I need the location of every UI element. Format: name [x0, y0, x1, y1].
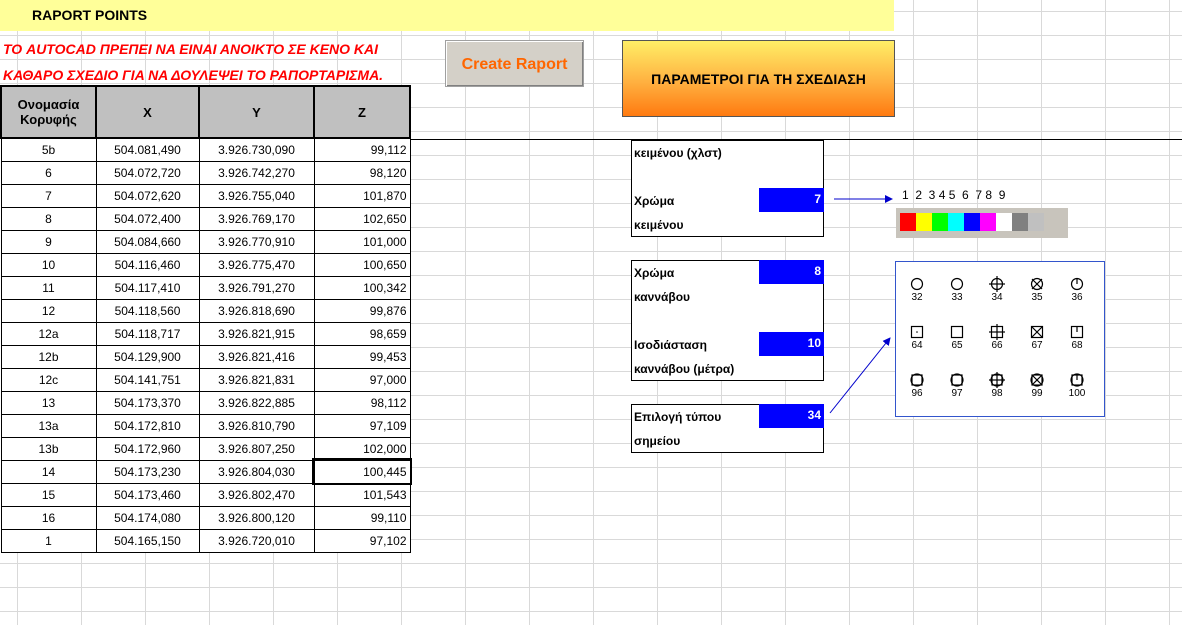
table-row [1, 207, 410, 230]
square-tick-icon [1062, 324, 1092, 340]
cell-x[interactable]: 504.118,560 [96, 299, 199, 322]
point-symbol-67 [1022, 324, 1052, 351]
cell-x[interactable]: 504.174,080 [96, 506, 199, 529]
cell-x[interactable]: 504.081,490 [96, 138, 199, 161]
cell-x[interactable]: 504.173,460 [96, 483, 199, 506]
cell-y[interactable]: 3.926.822,885 [199, 391, 314, 414]
cell-y[interactable]: 3.926.810,790 [199, 414, 314, 437]
cell-y[interactable]: 3.926.800,120 [199, 506, 314, 529]
table-row [1, 345, 410, 368]
cell-vertex-name[interactable]: 12c [1, 368, 96, 391]
grid-spacing-label: Ισοδιάσταση [634, 338, 708, 352]
cell-z[interactable]: 97,109 [314, 414, 410, 437]
table-row [1, 253, 410, 276]
swatch-8 [1012, 213, 1028, 231]
table-row [1, 138, 410, 161]
cell-x[interactable]: 504.141,751 [96, 368, 199, 391]
point-symbol-32 [902, 276, 932, 303]
cell-z[interactable]: 97,000 [314, 368, 410, 391]
cell-y[interactable]: 3.926.720,010 [199, 529, 314, 552]
cell-y[interactable]: 3.926.742,270 [199, 161, 314, 184]
warning-line-2: ΚΑΘΑΡΟ ΣΧΕΔΙΟ ΓΙΑ ΝΑ ΔΟΥΛΕΨΕΙ ΤΟ ΡΑΠΟΡΤΑΡΙΣΜΑ. [3, 67, 384, 83]
cell-z[interactable]: 102,000 [314, 437, 410, 460]
cell-x[interactable]: 504.129,900 [96, 345, 199, 368]
cell-y[interactable]: 3.926.770,910 [199, 230, 314, 253]
swatch-5 [964, 213, 980, 231]
point-symbol-code: 66 [991, 340, 1003, 351]
table-row [1, 368, 410, 391]
table-row [1, 529, 410, 552]
cell-x[interactable]: 504.173,370 [96, 391, 199, 414]
create-raport-button[interactable]: Create Raport [445, 40, 584, 87]
table-row [1, 276, 410, 299]
cell-y[interactable]: 3.926.807,250 [199, 437, 314, 460]
point-symbol-code: 100 [1068, 388, 1086, 399]
cell-x[interactable]: 504.116,460 [96, 253, 199, 276]
cell-y[interactable]: 3.926.755,040 [199, 184, 314, 207]
circle-square-cross-icon [982, 372, 1012, 388]
square-cross-icon [982, 324, 1012, 340]
table-row [1, 414, 410, 437]
header-y[interactable]: Y [199, 86, 314, 138]
point-symbol-35 [1022, 276, 1052, 303]
cell-z[interactable]: 99,110 [314, 506, 410, 529]
point-symbol-64 [902, 324, 932, 351]
cell-vertex-name[interactable]: 11 [1, 276, 96, 299]
circle-tick-icon [1062, 276, 1092, 292]
circle-icon [902, 276, 932, 292]
sheet-title: RAPORT POINTS [0, 0, 894, 31]
header-vertex-name-line1: Ονομασία [17, 97, 80, 112]
cell-vertex-name[interactable]: 6 [1, 161, 96, 184]
header-x[interactable]: X [96, 86, 199, 138]
cell-z[interactable]: 101,543 [314, 483, 410, 506]
point-type-label: Επιλογή τύπου [634, 410, 722, 424]
grid-spacing-value[interactable]: 10 [759, 332, 824, 356]
cell-x[interactable]: 504.072,400 [96, 207, 199, 230]
cell-z[interactable]: 99,876 [314, 299, 410, 322]
cell-vertex-name[interactable]: 7 [1, 184, 96, 207]
point-symbol-36 [1062, 276, 1092, 303]
grid-spacing-label-2: καννάβου (μέτρα) [634, 362, 735, 376]
point-symbol-code: 64 [911, 340, 923, 351]
circle-square-icon [942, 372, 972, 388]
circle-icon [942, 276, 972, 292]
point-symbol-code: 98 [991, 388, 1003, 399]
point-symbol-97 [942, 372, 972, 399]
square-x-icon [1022, 324, 1052, 340]
cell-vertex-name[interactable]: 1 [1, 529, 96, 552]
cell-x[interactable]: 504.118,717 [96, 322, 199, 345]
table-row [1, 460, 410, 483]
parameters-button[interactable]: ΠΑΡΑΜΕΤΡΟΙ ΓΙΑ ΤΗ ΣΧΕΔΙΑΣΗ [622, 40, 895, 117]
swatch-4 [948, 213, 964, 231]
cell-z[interactable]: 98,120 [314, 161, 410, 184]
point-symbol-65 [942, 324, 972, 351]
swatch-2 [916, 213, 932, 231]
cell-z[interactable]: 97,102 [314, 529, 410, 552]
cell-z[interactable]: 98,659 [314, 322, 410, 345]
text-height-label: κειμένου (χλστ) [634, 146, 722, 160]
square-icon [942, 324, 972, 340]
circle-square-icon [902, 372, 932, 388]
pointer-arrows [826, 185, 906, 425]
table-row [1, 184, 410, 207]
circle-x-icon [1022, 276, 1052, 292]
points-table [0, 85, 411, 553]
point-symbol-68 [1062, 324, 1092, 351]
table-row [1, 506, 410, 529]
point-symbol-code: 96 [911, 388, 923, 399]
cell-vertex-name[interactable]: 12b [1, 345, 96, 368]
palette-numbers: 1 2 3 4 5 6 7 8 9 [902, 188, 1006, 202]
cell-vertex-name[interactable]: 13b [1, 437, 96, 460]
swatch-3 [932, 213, 948, 231]
table-row [1, 322, 410, 345]
point-symbol-code: 36 [1071, 292, 1083, 303]
table-row [1, 299, 410, 322]
grid-color-label-2: καννάβου [634, 290, 691, 304]
cell-vertex-name[interactable]: 12a [1, 322, 96, 345]
text-color-value[interactable]: 7 [759, 188, 824, 212]
point-symbol-66 [982, 324, 1012, 351]
cell-x[interactable]: 504.172,960 [96, 437, 199, 460]
cell-vertex-name[interactable]: 10 [1, 253, 96, 276]
cell-x[interactable]: 504.072,720 [96, 161, 199, 184]
cell-vertex-name[interactable]: 14 [1, 460, 96, 483]
cell-vertex-name[interactable]: 13a [1, 414, 96, 437]
header-z[interactable]: Z [314, 86, 410, 138]
cell-z[interactable]: 99,112 [314, 138, 410, 161]
swatch-1 [900, 213, 916, 231]
circle-square-tick-icon [1062, 372, 1092, 388]
cell-y[interactable]: 3.926.730,090 [199, 138, 314, 161]
point-symbol-code: 34 [991, 292, 1003, 303]
header-vertex-name[interactable] [1, 86, 96, 138]
table-row [1, 391, 410, 414]
color-palette [896, 208, 1068, 238]
text-color-label-2: κειμένου [634, 218, 684, 232]
point-symbol-34 [982, 276, 1012, 303]
point-symbol-code: 67 [1031, 340, 1043, 351]
point-symbol-code: 68 [1071, 340, 1083, 351]
cell-y[interactable]: 3.926.802,470 [199, 483, 314, 506]
point-symbol-99 [1022, 372, 1052, 399]
circle-square-x-icon [1022, 372, 1052, 388]
point-symbol-code: 97 [951, 388, 963, 399]
point-type-value[interactable]: 34 [759, 404, 824, 428]
cell-z[interactable]: 101,870 [314, 184, 410, 207]
circle-cross-icon [982, 276, 1012, 292]
header-vertex-name-line2: Κορυφής [20, 112, 77, 127]
cell-z[interactable]: 102,650 [314, 207, 410, 230]
cell-y[interactable]: 3.926.791,270 [199, 276, 314, 299]
cell-vertex-name[interactable]: 9 [1, 230, 96, 253]
table-row [1, 483, 410, 506]
cell-y[interactable]: 3.926.769,170 [199, 207, 314, 230]
cell-z[interactable]: 98,112 [314, 391, 410, 414]
cell-y[interactable]: 3.926.775,470 [199, 253, 314, 276]
table-row [1, 161, 410, 184]
text-color-label: Χρώμα [634, 194, 675, 208]
cell-z[interactable]: 100,650 [314, 253, 410, 276]
point-symbol-code: 35 [1031, 292, 1043, 303]
table-header-row [1, 86, 410, 138]
cell-z[interactable]: 101,000 [314, 230, 410, 253]
point-symbol-code: 32 [911, 292, 923, 303]
point-type-label-2: σημείου [634, 434, 681, 448]
cell-x[interactable]: 504.173,230 [96, 460, 199, 483]
point-symbol-code: 65 [951, 340, 963, 351]
cell-y[interactable]: 3.926.821,831 [199, 368, 314, 391]
cell-y[interactable]: 3.926.818,690 [199, 299, 314, 322]
cell-y[interactable]: 3.926.821,915 [199, 322, 314, 345]
cell-x[interactable]: 504.084,660 [96, 230, 199, 253]
square-dot-icon [902, 324, 932, 340]
cell-z[interactable]: 100,342 [314, 276, 410, 299]
arrow-to-symbols [830, 338, 890, 413]
cell-vertex-name[interactable]: 5b [1, 138, 96, 161]
cell-x[interactable]: 504.165,150 [96, 529, 199, 552]
cell-vertex-name[interactable]: 12 [1, 299, 96, 322]
grid-color-label: Χρώμα [634, 266, 675, 280]
swatch-7 [996, 213, 1012, 231]
cell-x[interactable]: 504.117,410 [96, 276, 199, 299]
point-symbol-33 [942, 276, 972, 303]
cell-x[interactable]: 504.172,810 [96, 414, 199, 437]
cell-z[interactable]: 100,445 [314, 460, 410, 483]
point-symbol-code: 99 [1031, 388, 1043, 399]
cell-vertex-name[interactable]: 15 [1, 483, 96, 506]
cell-y[interactable]: 3.926.821,416 [199, 345, 314, 368]
grid-color-value[interactable]: 8 [759, 260, 824, 284]
point-symbol-code: 33 [951, 292, 963, 303]
point-symbol-100 [1062, 372, 1092, 399]
cell-z[interactable]: 99,453 [314, 345, 410, 368]
cell-vertex-name[interactable]: 8 [1, 207, 96, 230]
swatch-6 [980, 213, 996, 231]
warning-line-1: ΤΟ AUTOCAD ΠΡΕΠΕΙ ΝΑ ΕΙΝΑΙ ΑΝΟΙΚΤΟ ΣΕ ΚΕΝΟ ΚΑΙ [3, 41, 379, 57]
cell-vertex-name[interactable]: 13 [1, 391, 96, 414]
swatch-9 [1028, 213, 1044, 231]
cell-x[interactable]: 504.072,620 [96, 184, 199, 207]
table-row [1, 437, 410, 460]
cell-y[interactable]: 3.926.804,030 [199, 460, 314, 483]
point-symbol-98 [982, 372, 1012, 399]
table-row [1, 230, 410, 253]
point-symbol-96 [902, 372, 932, 399]
cell-vertex-name[interactable]: 16 [1, 506, 96, 529]
point-symbols-panel [895, 261, 1105, 417]
